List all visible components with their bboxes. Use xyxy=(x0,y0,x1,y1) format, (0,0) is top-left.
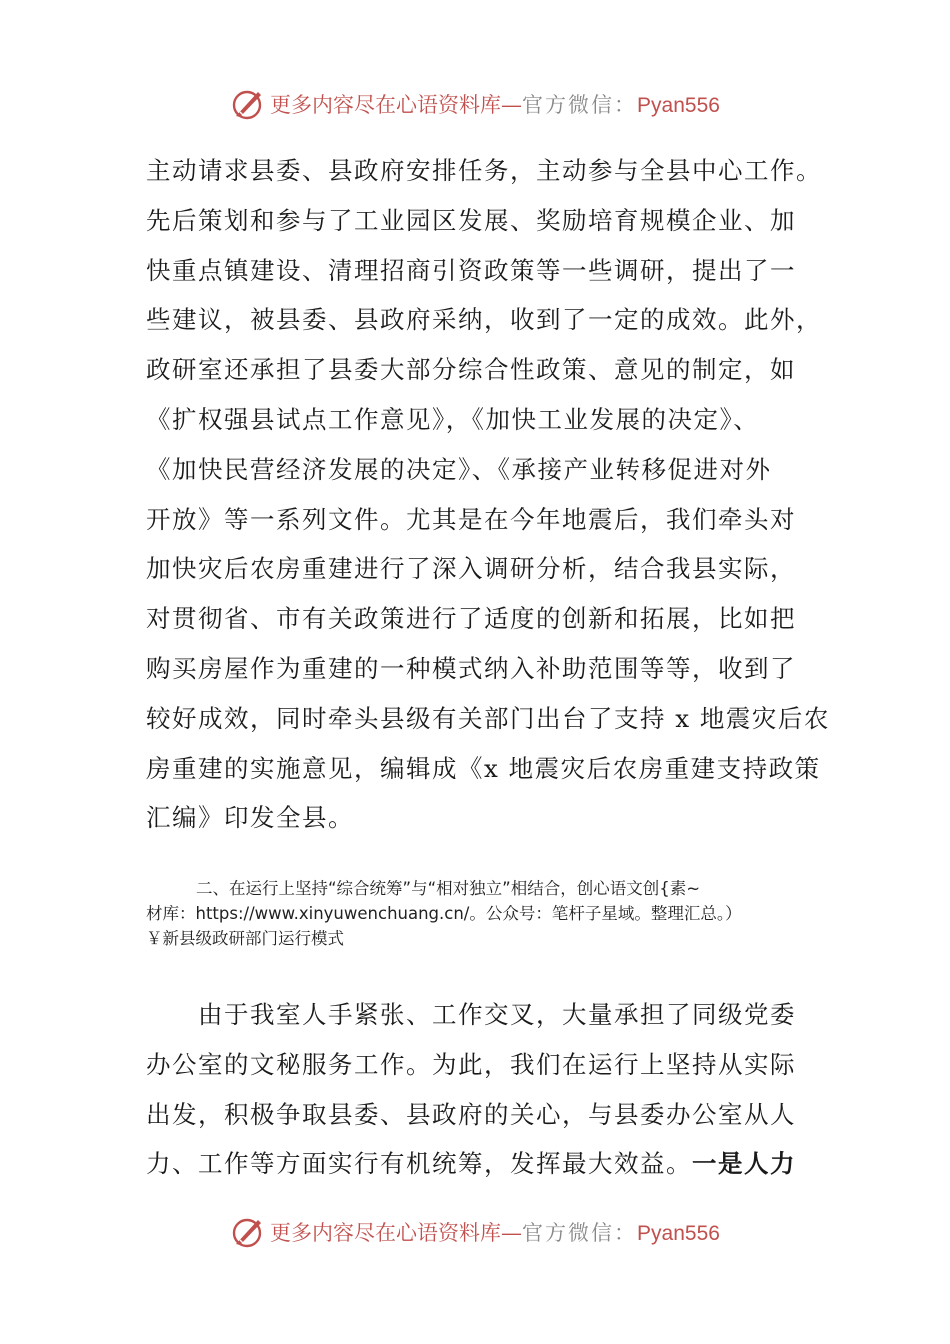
paragraph-line: 购买房屋作为重建的一种模式纳入补助范围等等，收到了 xyxy=(146,653,796,683)
quill-pen-logo-icon xyxy=(230,1214,266,1250)
paragraph-line: 房重建的实施意见，编辑成《x 地震灾后农房重建支持政策 xyxy=(146,753,821,783)
paragraph-line: 汇编》印发全县。 xyxy=(146,803,354,833)
quill-pen-logo-icon xyxy=(230,86,266,122)
paragraph-line: 较好成效，同时牵头县级有关部门出台了支持 x 地震灾后农 xyxy=(146,703,830,733)
paragraph-line: 由于我室人手紧张、工作交叉，大量承担了同级党委 xyxy=(198,1000,796,1029)
body-paragraph-2 xyxy=(146,990,811,1189)
banner-text: 更多内容尽在心语资料库—官方微信：Pyan556 xyxy=(270,93,720,117)
heading-line: 材库：https://www.xinyuwenchuang.cn/。公众号：笔杆子星域。整理汇总。） xyxy=(146,904,742,923)
paragraph-line: 出发，积极争取县委、县政府的关心，与县委办公室从人 xyxy=(146,1099,796,1129)
heading-line: 二、在运行上坚持“综合统筹”与“相对独立”相结合，创心语文创{素~ xyxy=(196,879,701,898)
paragraph-line: 《扩权强县试点工作意见》，《加快工业发展的决定》、 xyxy=(146,404,760,434)
footer-banner xyxy=(0,1212,950,1252)
heading-line: ￥新县级政研部门运行模式 xyxy=(146,929,344,948)
paragraph-line: 政研室还承担了县委大部分综合性政策、意见的制定，如 xyxy=(146,355,796,385)
paragraph-line: 力、工作等方面实行有机统筹，发挥最大效益。一是人力 xyxy=(146,1149,796,1179)
body-paragraph-1 xyxy=(146,146,830,843)
paragraph-line: 快重点镇建设、清理招商引资政策等一些调研，提出了一 xyxy=(146,255,796,285)
paragraph-line: 些建议，被县委、县政府采纳，收到了一定的成效。此外， xyxy=(146,305,822,335)
paragraph-line: 对贯彻省、市有关政策进行了适度的创新和拓展，比如把 xyxy=(146,604,796,634)
paragraph-line: 加快灾后农房重建进行了深入调研分析，结合我县实际， xyxy=(146,554,796,584)
banner-text: 更多内容尽在心语资料库—官方微信：Pyan556 xyxy=(270,1221,720,1245)
bold-emphasis: 一是人力 xyxy=(692,1149,796,1179)
paragraph-line: 开放》等一系列文件。尤其是在今年地震后，我们牵头对 xyxy=(146,504,796,534)
section-heading xyxy=(146,876,811,951)
paragraph-line: 办公室的文秘服务工作。为此，我们在运行上坚持从实际 xyxy=(146,1049,796,1079)
paragraph-line: 主动请求县委、县政府安排任务，主动参与全县中心工作。 xyxy=(146,156,822,185)
paragraph-line: 先后策划和参与了工业园区发展、奖励培育规模企业、加 xyxy=(146,205,796,235)
paragraph-line: 《加快民营经济发展的决定》、《承接产业转移促进对外 xyxy=(146,454,772,484)
header-banner xyxy=(0,84,950,124)
